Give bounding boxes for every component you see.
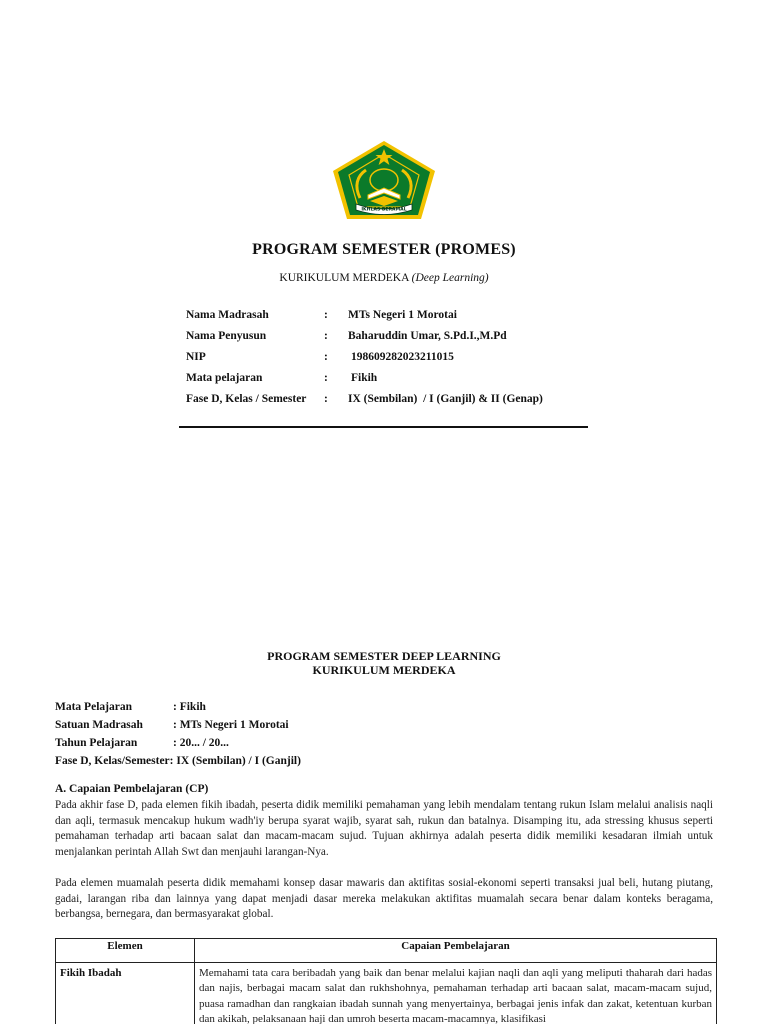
divider (179, 426, 588, 428)
table-row (56, 963, 717, 1024)
table-header-row (56, 939, 717, 963)
info-row: Nama Penyusun : Baharuddin Umar, S.Pd.I.,M.Pd (186, 329, 507, 342)
info-row: Mata pelajaran : Fikih (186, 372, 378, 385)
cp-table (55, 938, 717, 1024)
cp-heading: A. Capaian Pembelajaran (CP) (55, 783, 209, 795)
info-row: Fase D, Kelas / Semester : IX (Sembilan) / I (Ganjil) & II (Genap) (186, 393, 543, 406)
column-header: Elemen (56, 939, 195, 963)
column-header: Capaian Pembelajaran (195, 939, 717, 963)
meta-row: Satuan Madrasah : MTs Negeri 1 Morotai (55, 719, 289, 731)
cp-paragraph: Pada akhir fase D, pada elemen fikih ibadah, peserta didik memiliki pemahaman yang lebih mendalam tentang rukun Islam melalui analisis naqli dan aqli, termasuk mencakup hukum wadh'iy berupa syarat wajib, syarat sah, rukun dan batalnya. Disamping itu, ada stressing khusus seperti pemahaman terhadap arti bacaan salat dan macam-macam sujud. Tujuan akhirnya adalah peserta didik memiliki kesadaran ilmiah untuk menjalankan perintah Allah Swt dan menjauhi larangan-Nya. (55, 799, 713, 858)
identity-info (186, 304, 543, 410)
cp-paragraph: Pada elemen muamalah peserta didik memahami konsep dasar mawaris dan aktifitas sosial-ekonomi seperti transaksi jual beli, hutang piutang, gadai, larangan riba dan lainnya yang dapat menjadi dasar mereka melakukan aktifitas muamalah secara benar dalam konteks beragama, berbangsa, bernegara, dan bermasyarakat global. (55, 877, 713, 921)
curriculum-subtitle: KURIKULUM MERDEKA (Deep Learning) (279, 272, 489, 284)
info-row: NIP : 198609282023211015 (186, 350, 454, 363)
meta-row: Tahun Pelajaran : 20... / 20... (55, 737, 229, 749)
meta-row: Fase D, Kelas/Semester : IX (Sembilan) / I (Ganjil) (55, 755, 301, 767)
section-heading: PROGRAM SEMESTER DEEP LEARNING KURIKULUM MERDEKA (267, 649, 501, 677)
info-row: Nama Madrasah : MTs Negeri 1 Morotai (186, 308, 457, 321)
meta-row: Mata Pelajaran : Fikih (55, 701, 206, 713)
description-cell: Memahami tata cara beribadah yang baik dan benar melalui kajian naqli dan aqli yang meliputi thaharah dari hadas dan najis, berbagai macam salat dan rukhshohnya, pemahaman terhadap arti bacaan salat, macam-macam sujud, puasa ramadhan dan rangkaian ibadah sunnah yang menyertainya, berbagai jenis infak dan zakat, ketentuan kurban dan akikah, pelaksanaan haji dan umroh beserta macam-macamnya, klasifikasi (195, 963, 717, 1024)
subject-meta (55, 698, 301, 770)
element-cell: Fikih Ibadah (56, 963, 195, 1024)
kemenag-emblem-icon (330, 140, 438, 220)
page-title: PROGRAM SEMESTER (PROMES) (252, 241, 516, 258)
svg-text:IKHLAS BERAMAL: IKHLAS BERAMAL (361, 207, 407, 213)
